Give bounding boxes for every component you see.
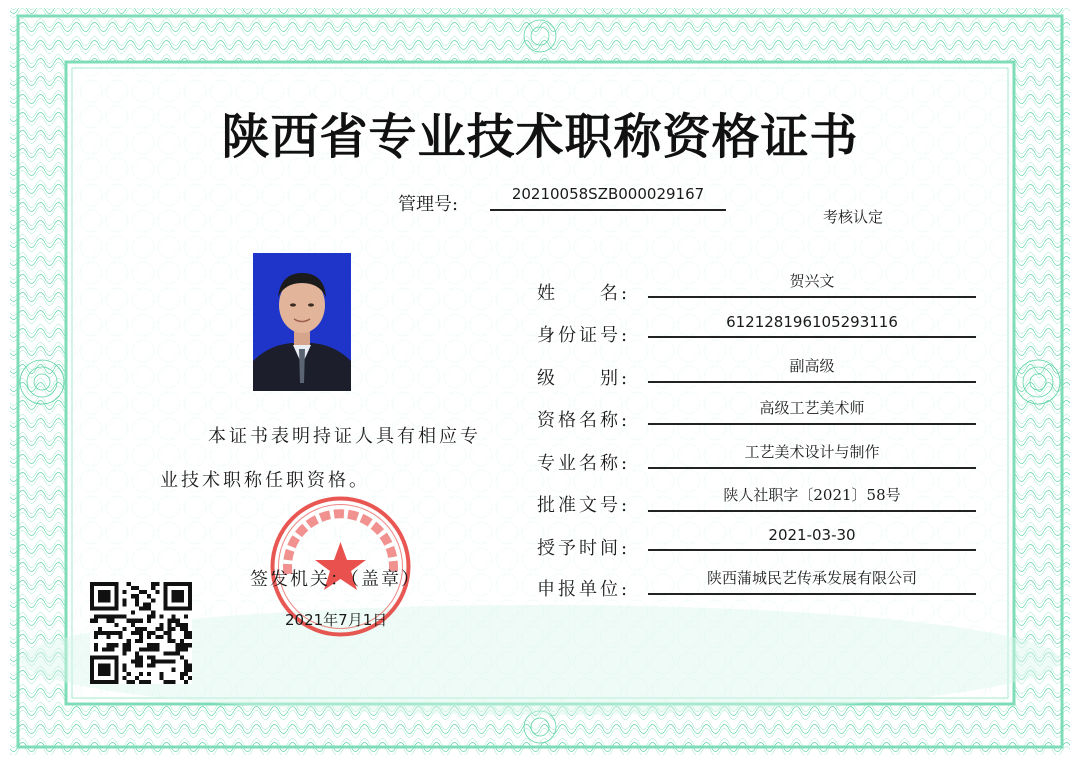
issuing-authority-label: 签发机关：（盖章）: [250, 569, 421, 590]
field-label-qualification: 资格名称:: [537, 410, 631, 431]
field-value-qualification: 高级工艺美术师: [648, 397, 976, 425]
certificate-statement: 本证书表明持证人具有相应专业技术职称任职资格。: [160, 426, 481, 491]
field-label-grant-date: 授予时间:: [537, 538, 631, 559]
management-number: 20210058SZB000029167: [490, 185, 726, 211]
field-label-id-number: 身份证号:: [537, 325, 631, 346]
qr-code-icon[interactable]: [90, 582, 192, 684]
certificate-title: 陕西省专业技术职称资格证书: [221, 109, 859, 165]
field-value-approval-number: 陕人社职字〔2021〕58号: [648, 484, 976, 512]
management-number-label: 管理号:: [398, 194, 459, 215]
field-label-applicant-unit: 申报单位:: [537, 579, 631, 600]
field-label-approval-number: 批准文号:: [537, 495, 631, 516]
portrait-photo: [253, 253, 351, 391]
field-value-name: 贺兴文: [648, 270, 976, 298]
field-value-level: 副高级: [648, 355, 976, 383]
field-value-applicant-unit: 陕西蒲城民艺传承发展有限公司: [648, 567, 976, 595]
field-label-specialty: 专业名称:: [537, 453, 631, 474]
field-label-name: 姓 名:: [537, 283, 631, 304]
assessment-type: 考核认定: [823, 208, 884, 226]
field-value-id-number: 612128196105293116: [648, 313, 976, 338]
issue-date: 2021年7月1日: [285, 611, 388, 629]
field-value-grant-date: 2021-03-30: [648, 526, 976, 551]
field-label-level: 级 别:: [537, 368, 631, 389]
field-value-specialty: 工艺美术设计与制作: [648, 441, 976, 469]
